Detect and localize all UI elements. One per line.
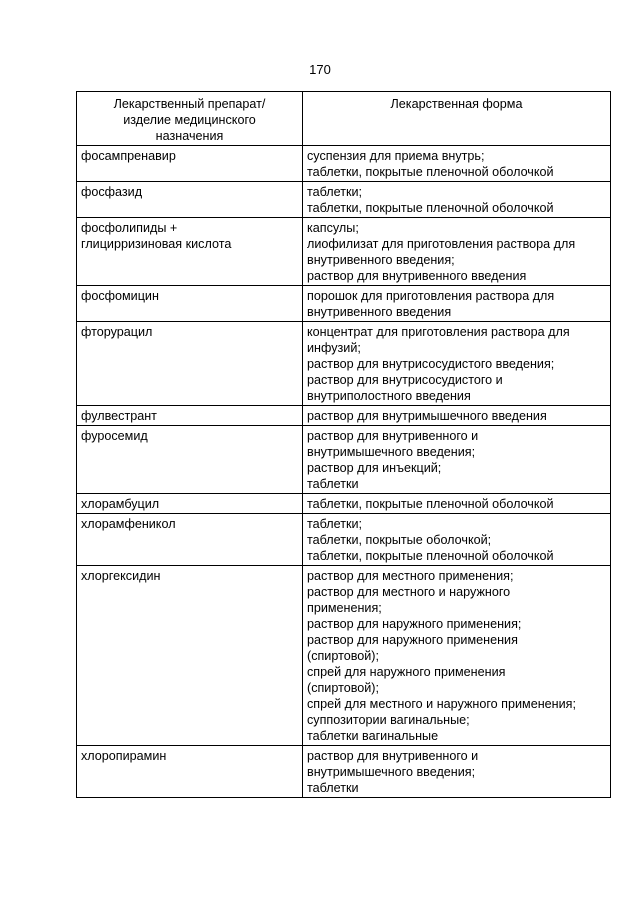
cell-line: внутримышечного введения; (307, 765, 476, 779)
cell-line: таблетки, покрытые оболочкой; (307, 533, 492, 547)
header-form (303, 92, 611, 146)
table-row (77, 218, 611, 286)
cell-line: таблетки; (307, 517, 363, 531)
cell-line: раствор для наружного применения (307, 633, 518, 647)
cell-line: фторурацил (81, 325, 153, 339)
drug-name-cell (77, 146, 303, 182)
dosage-form-cell (303, 494, 611, 514)
cell-line: Лекарственная форма (390, 97, 523, 111)
drug-name-cell (77, 322, 303, 406)
cell-line: фосфомицин (81, 289, 159, 303)
cell-line: таблетки, покрытые пленочной оболочкой (307, 549, 554, 563)
cell-line: (спиртовой); (307, 681, 379, 695)
drug-name-cell (77, 182, 303, 218)
cell-line: таблетки, покрытые пленочной оболочкой (307, 165, 554, 179)
page-number: 170 (309, 62, 331, 77)
cell-line: таблетки (307, 477, 359, 491)
dosage-form-cell (303, 514, 611, 566)
cell-line: внутриполостного введения (307, 389, 471, 403)
cell-line: раствор для внутрисосудистого и (307, 373, 503, 387)
dosage-form-cell (303, 182, 611, 218)
cell-line: лиофилизат для приготовления раствора для (307, 237, 576, 251)
table-row (77, 146, 611, 182)
cell-line: фосампренавир (81, 149, 176, 163)
cell-line: раствор для местного применения; (307, 569, 514, 583)
cell-line: раствор для внутривенного и (307, 429, 479, 443)
drug-name-cell (77, 426, 303, 494)
cell-line: назначения (155, 129, 224, 143)
header-drug (77, 92, 303, 146)
cell-line: суппозитории вагинальные; (307, 713, 470, 727)
cell-line: хлоргексидин (81, 569, 161, 583)
dosage-form-cell (303, 746, 611, 798)
cell-line: раствор для внутривенного введения (307, 269, 527, 283)
table-row (77, 494, 611, 514)
cell-line: Лекарственный препарат/ (113, 97, 266, 111)
drug-name-cell (77, 286, 303, 322)
cell-line: фосфолипиды + (81, 221, 178, 235)
drug-name-cell (77, 406, 303, 426)
cell-line: фосфазид (81, 185, 143, 199)
cell-line: таблетки; (307, 185, 363, 199)
drug-name-cell (77, 566, 303, 746)
cell-line: хлорамфеникол (81, 517, 176, 531)
dosage-form-cell (303, 566, 611, 746)
cell-line: фулвестрант (81, 409, 157, 423)
header-row (77, 92, 611, 146)
drug-name-cell (77, 494, 303, 514)
table-header (77, 92, 611, 146)
drug-name-cell (77, 746, 303, 798)
cell-line: раствор для внутримышечного введения (307, 409, 547, 423)
table-row (77, 406, 611, 426)
cell-line: хлоропирамин (81, 749, 167, 763)
table-row (77, 426, 611, 494)
cell-line: спрей для наружного применения (307, 665, 506, 679)
cell-line: капсулы; (307, 221, 359, 235)
drug-name-cell (77, 218, 303, 286)
table-row (77, 566, 611, 746)
dosage-form-cell (303, 406, 611, 426)
cell-line: фуросемид (81, 429, 148, 443)
cell-line: порошок для приготовления раствора для (307, 289, 555, 303)
cell-line: внутривенного введения (307, 305, 452, 319)
dosage-form-cell (303, 146, 611, 182)
cell-line: раствор для местного и наружного (307, 585, 511, 599)
cell-line: таблетки, покрытые пленочной оболочкой (307, 201, 554, 215)
dosage-form-cell (303, 426, 611, 494)
cell-line: применения; (307, 601, 382, 615)
cell-line: изделие медицинского (123, 113, 256, 127)
table-row (77, 182, 611, 218)
cell-line: глицирризиновая кислота (81, 237, 232, 251)
dosage-form-cell (303, 286, 611, 322)
table-row (77, 322, 611, 406)
dosage-form-cell (303, 322, 611, 406)
drug-table (76, 91, 611, 798)
cell-line: внутримышечного введения; (307, 445, 476, 459)
cell-line: суспензия для приема внутрь; (307, 149, 485, 163)
cell-line: раствор для внутривенного и (307, 749, 479, 763)
table-row (77, 286, 611, 322)
cell-line: таблетки (307, 781, 359, 795)
cell-line: таблетки вагинальные (307, 729, 439, 743)
cell-line: раствор для наружного применения; (307, 617, 522, 631)
cell-line: спрей для местного и наружного применения; (307, 697, 576, 711)
cell-line: концентрат для приготовления раствора для (307, 325, 570, 339)
cell-line: (спиртовой); (307, 649, 379, 663)
dosage-form-cell (303, 218, 611, 286)
table-row (77, 746, 611, 798)
table-row (77, 514, 611, 566)
cell-line: раствор для инъекций; (307, 461, 442, 475)
cell-line: внутривенного введения; (307, 253, 455, 267)
drug-name-cell (77, 514, 303, 566)
table-body (77, 146, 611, 798)
cell-line: хлорамбуцил (81, 497, 160, 511)
cell-line: таблетки, покрытые пленочной оболочкой (307, 497, 554, 511)
cell-line: раствор для внутрисосудистого введения; (307, 357, 555, 371)
cell-line: инфузий; (307, 341, 361, 355)
